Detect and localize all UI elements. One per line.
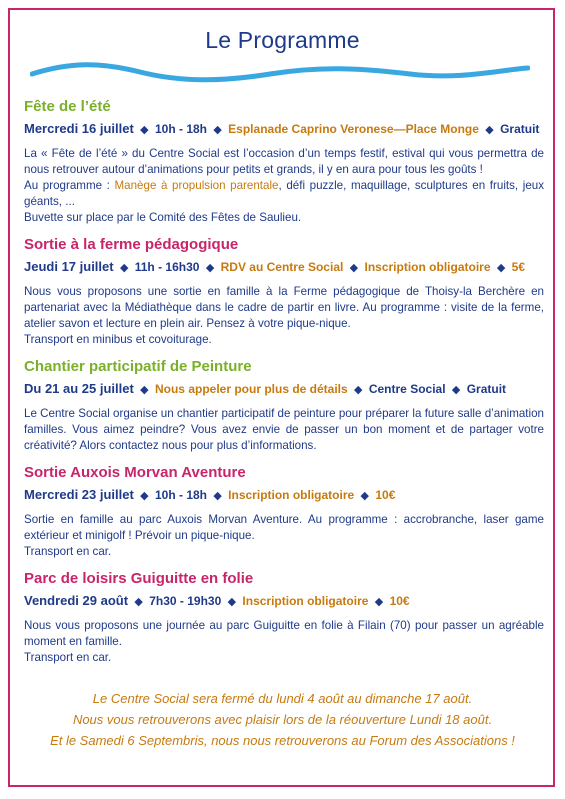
diamond-icon: ◆ <box>119 262 129 274</box>
event-price: 10€ <box>389 594 410 608</box>
event-auxois-morvan <box>24 464 544 560</box>
event-date: Jeudi 17 juillet <box>24 259 114 274</box>
event-description <box>24 618 544 666</box>
forum-line: Et le Samedi 6 Septembris, nous nous retrouverons au Forum des Associations ! <box>50 733 515 748</box>
event-time: 11h - 16h30 <box>134 260 200 274</box>
highlight-text: Manège à propulsion parentale <box>114 179 279 192</box>
event-title: Parc de loisirs Guiguitte en folie <box>24 570 254 587</box>
event-title: Fête de l’été <box>24 98 111 115</box>
paragraph: Buvette sur place par le Comité des Fêtes de Saulieu. <box>24 211 302 224</box>
diamond-icon: ◆ <box>451 384 461 396</box>
event-fete-ete <box>24 98 544 226</box>
paragraph: La « Fête de l’été » du Centre Social est l’occasion d’un temps festif, estival qui vous permettra de nous retrouver autour d’animations pour petits et grands, il y en aura pour tous les goûts ! <box>24 147 544 176</box>
event-meta <box>24 121 544 138</box>
diamond-icon: ◆ <box>140 384 149 396</box>
diamond-icon: ◆ <box>213 490 222 502</box>
event-title: Sortie à la ferme pédagogique <box>24 236 239 253</box>
event-price: Gratuit <box>500 122 540 136</box>
closure-line: Le Centre Social sera fermé du lundi 4 août au dimanche 17 août. <box>92 691 473 706</box>
event-inscription: Inscription obligatoire <box>364 260 491 274</box>
page-title: Le Programme <box>205 27 360 53</box>
diamond-icon: ◆ <box>354 384 363 396</box>
text: , défi puzzle, maquillage, sculptures en fruits, jeux géants, ... <box>24 179 545 208</box>
paragraph: Nous vous proposons une sortie en famille à la Ferme pédagogique de Thoisy-la Berchère en partenariat avec la Médiathèque dans le cadre de partir en livre. Au programme : visite de la ferme, atelier savon et lecture en plein air. Pensez à votre pique-nique. <box>24 285 544 330</box>
wave-divider <box>30 58 530 84</box>
diamond-icon: ◆ <box>140 124 149 136</box>
diamond-icon: ◆ <box>496 262 506 274</box>
event-meta <box>24 381 544 398</box>
reopening-line: Nous vous retrouverons avec plaisir lors de la réouverture Lundi 18 août. <box>72 712 493 727</box>
event-description <box>24 146 544 226</box>
paragraph <box>24 178 544 210</box>
event-inscription: Inscription obligatoire <box>228 488 355 502</box>
event-ferme-pedagogique <box>24 236 544 348</box>
diamond-icon: ◆ <box>360 490 369 502</box>
event-time: 7h30 - 19h30 <box>149 594 222 608</box>
event-date: Du 21 au 25 juillet <box>24 381 134 396</box>
event-location: Esplanade Caprino Veronese—Place Monge <box>228 122 479 136</box>
event-date: Mercredi 23 juillet <box>24 487 134 502</box>
event-price: Gratuit <box>466 382 507 396</box>
event-title: Chantier participatif de Peinture <box>24 358 252 375</box>
event-description <box>24 512 544 560</box>
event-description <box>24 284 544 348</box>
paragraph: Transport en car. <box>24 545 112 558</box>
diamond-icon: ◆ <box>374 596 384 608</box>
paragraph: Sortie en famille au parc Auxois Morvan Aventure. Au programme : accrobranche, laser game extérieur et minigolf ! Prévoir un pique-nique. <box>24 513 544 542</box>
paragraph: Nous vous proposons une journée au parc Guiguitte en folie à Filain (70) pour passer un agréable moment en famille. <box>24 619 544 648</box>
event-location: RDV au Centre Social <box>220 260 344 274</box>
diamond-icon: ◆ <box>213 124 222 136</box>
diamond-icon: ◆ <box>485 124 494 136</box>
event-description <box>24 406 544 454</box>
event-meta <box>24 487 544 504</box>
paragraph: Transport en minibus et covoiturage. <box>24 333 212 346</box>
event-price: 5€ <box>511 260 526 274</box>
event-time: 10h - 18h <box>154 122 208 136</box>
event-time: 10h - 18h <box>154 488 208 502</box>
event-chantier-peinture <box>24 358 544 454</box>
diamond-icon: ◆ <box>227 596 237 608</box>
event-date: Vendredi 29 août <box>24 593 129 608</box>
event-location: Centre Social <box>368 382 446 396</box>
event-date: Mercredi 16 juillet <box>24 121 134 136</box>
event-price: 10€ <box>375 488 396 502</box>
paragraph: Le Centre Social organise un chantier participatif de peinture pour préparer la future salle d’animation familles. Vous aimez peindre? Vous avez envie de passer un bon moment et de partager votre créativité? Alors contactez nous pour plus d’informations. <box>24 407 544 452</box>
event-inscription: Inscription obligatoire <box>242 594 369 608</box>
event-meta <box>24 259 544 276</box>
diamond-icon: ◆ <box>140 490 149 502</box>
closure-notice <box>0 688 565 751</box>
text: Au programme : <box>24 179 115 192</box>
diamond-icon: ◆ <box>349 262 359 274</box>
event-note: Nous appeler pour plus de détails <box>154 382 348 396</box>
diamond-icon: ◆ <box>134 596 143 608</box>
diamond-icon: ◆ <box>205 262 215 274</box>
paragraph: Transport en car. <box>24 651 112 664</box>
event-guiguitte <box>24 570 544 666</box>
event-title: Sortie Auxois Morvan Aventure <box>24 464 246 481</box>
program-list <box>24 98 544 666</box>
event-meta <box>24 593 544 610</box>
